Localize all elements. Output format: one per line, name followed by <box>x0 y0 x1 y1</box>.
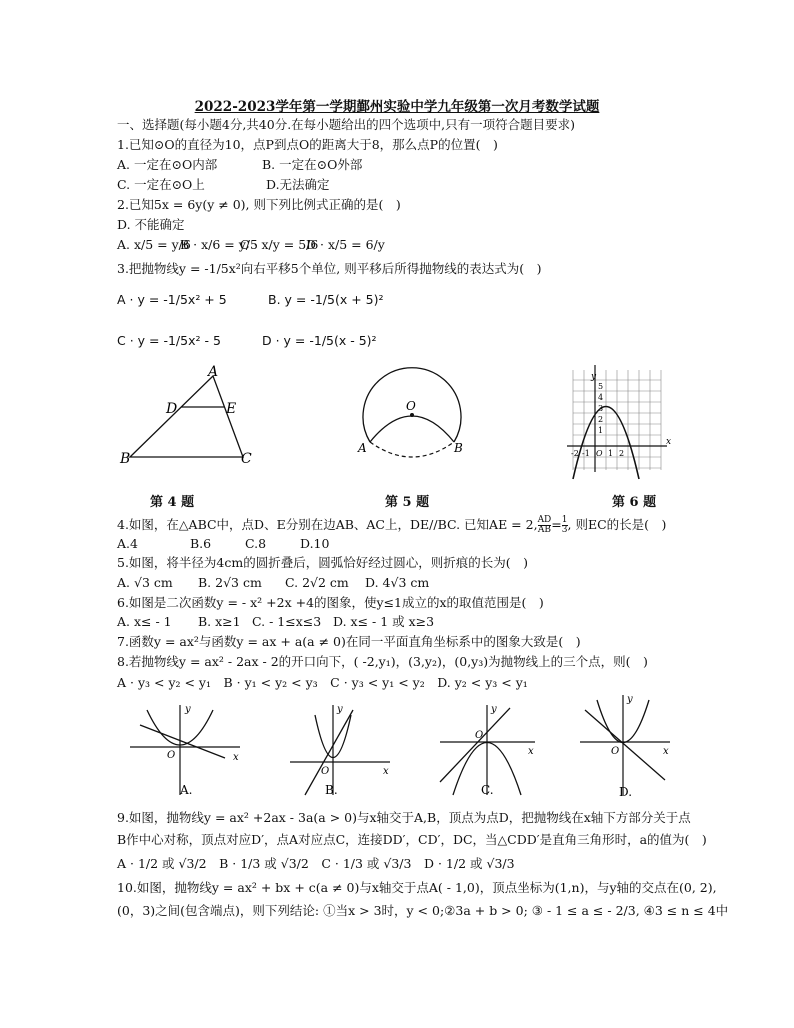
svg-text:x: x <box>663 746 669 757</box>
q1-stem: 1.已知⊙O的直径为10，点P到点O的距离大于8，那么点P的位置( ) <box>117 137 498 152</box>
q8-options: A · y₃ < y₂ < y₁ B · y₁ < y₂ < y₃ C · y₃ < y₁ < y₂ D. y₂ < y₃ < y₁ <box>117 675 528 690</box>
line <box>440 708 510 782</box>
q5-option-b: B. 2√3 cm <box>198 575 262 590</box>
q4-option-c: C.8 <box>245 536 267 551</box>
fraction-1-3: $\frac{1}{3}$ <box>561 515 568 535</box>
q7-graph-a <box>125 700 245 800</box>
page-title: 2022-2023学年第一学期鄞州实验中学九年级第一次月考数学试题 <box>194 99 600 115</box>
label-c: C. <box>481 783 494 797</box>
q6-option-b: B. x≥1 <box>198 614 241 629</box>
tick-4: 4 <box>598 393 604 402</box>
q4-option-d: D.10 <box>300 536 330 551</box>
q6-stem: 6.如图是二次函数y = - x² +2x +4的图象，使y≤1成立的x的取值范围是( ) <box>117 595 544 610</box>
q7-stem: 7.函数y = ax²与函数y = ax + a(a ≠ 0)在同一平面直角坐标系中的图象大致是( ) <box>117 634 581 649</box>
label-b: B <box>120 451 131 467</box>
label-o: O <box>406 399 416 413</box>
tick-3: 3 <box>598 404 604 413</box>
q6-option-d: D. x≤ - 1 或 x≥3 <box>333 614 435 629</box>
q6-option-c: C. - 1≤x≤3 <box>252 614 322 629</box>
tick-1: 1 <box>598 426 604 435</box>
q2-option-b: B · x/6 = y/5 <box>180 237 258 252</box>
q2-option-d: D · x/5 = 6/y <box>306 237 385 252</box>
svg-text:x: x <box>383 766 389 777</box>
q6-option-a: A. x≤ - 1 <box>117 614 172 629</box>
tick-5: 5 <box>598 382 604 391</box>
q3-stem: 3.把抛物线y = -1/5x²向右平移5个单位, 则平移后所得抛物线的表达式为( ) <box>117 261 542 276</box>
q1-option-a: A. 一定在⊙O内部 <box>117 157 218 172</box>
q3-option-b: B. y = -1/5(x + 5)² <box>268 292 384 307</box>
tick-x1: 1 <box>608 449 614 458</box>
dashed-arc <box>370 442 454 457</box>
svg-text:y: y <box>337 704 343 715</box>
label-e: E <box>226 401 237 417</box>
q8-stem: 8.若抛物线y = ax² - 2ax - 2的开口向下，( -2,y₁)，(3,y₂)，(0,y₃)为抛物线上的三个点，则( ) <box>117 654 648 669</box>
svg-text:O: O <box>475 730 484 741</box>
q7-graph-d <box>575 690 675 800</box>
label-d: D. <box>619 785 633 799</box>
q5-option-d: D. 4√3 cm <box>365 575 430 590</box>
q9-line1: 9.如图，抛物线y = ax² +2ax - 3a(a > 0)与x轴交于A,B，顶点为点D，把抛物线在x轴下方部分关于点 <box>117 810 691 825</box>
q3-option-c: C · y = -1/5x² - 5 <box>117 333 221 348</box>
label-c: C <box>241 451 252 467</box>
caption-fig6: 第 6 题 <box>612 495 657 510</box>
svg-text:O: O <box>611 746 620 757</box>
label-d: D <box>166 401 178 417</box>
svg-text:y: y <box>627 694 633 705</box>
figure-5-circle <box>355 362 470 472</box>
svg-text:y: y <box>491 704 497 715</box>
caption-fig5: 第 5 题 <box>385 495 430 510</box>
line <box>585 710 665 780</box>
section-header: 一、选择题(每小题4分,共40分.在每小题给出的四个选项中,只有一项符合题目要求) <box>117 117 576 132</box>
q5-stem: 5.如图，将半径为4cm的圆折叠后，圆弧恰好经过圆心，则折痕的长为( ) <box>117 555 528 570</box>
figure-4-triangle <box>118 362 258 467</box>
q5-option-a: A. √3 cm <box>117 575 173 590</box>
q1-option-b: B. 一定在⊙O外部 <box>262 157 363 172</box>
q3-option-a: A · y = -1/5x² + 5 <box>117 292 227 307</box>
tick-2: 2 <box>598 415 604 424</box>
label-a: A <box>208 364 219 380</box>
q2-stem: 2.已知5x = 6y(y ≠ 0), 则下列比例式正确的是( ) <box>117 197 401 212</box>
label-a: A. <box>180 783 193 797</box>
figure-6-graph <box>563 362 673 480</box>
q10-line1: 10.如图，抛物线y = ax² + bx + c(a ≠ 0)与x轴交于点A( - 1,0)，顶点坐标为(1,n)，与y轴的交点在(0, 2), <box>117 880 717 895</box>
q5-option-c: C. 2√2 cm <box>285 575 349 590</box>
q4-option-a: A.4 <box>117 536 138 551</box>
label-a: A <box>358 441 367 455</box>
axis-x-label: x <box>666 437 672 447</box>
tick-x2: 2 <box>619 449 625 458</box>
tick-neg1: -1 <box>582 449 590 458</box>
svg-text:y: y <box>185 704 191 715</box>
q9-options: A · 1/2 或 √3/2 B · 1/3 或 √3/2 C · 1/3 或 √3/3 D · 1/2 或 √3/3 <box>117 856 515 871</box>
svg-text:O: O <box>167 750 176 761</box>
q4-stem: 4.如图，在△ABC中，点D、E分别在边AB、AC上，DE//BC. 已知AE = 2, $\frac{AD}{AB}$ = $\frac{1}{3}$ , 则EC的长是( ) <box>117 515 667 535</box>
q1-option-c: C. 一定在⊙O上 <box>117 177 205 192</box>
center-point <box>410 413 414 417</box>
q4-option-b: B.6 <box>190 536 212 551</box>
q2-extra: D. 不能确定 <box>117 217 185 232</box>
svg-text:x: x <box>528 746 534 757</box>
svg-text:O: O <box>321 766 330 777</box>
folded-arc <box>370 416 454 442</box>
label-b: B <box>454 441 463 455</box>
line <box>140 725 225 758</box>
q3-option-d: D · y = -1/5(x - 5)² <box>262 333 377 348</box>
q2-option-c: C · x/y = 5/6 <box>240 237 319 252</box>
origin-label: O <box>596 449 603 458</box>
caption-fig4: 第 4 题 <box>150 495 195 510</box>
q7-graph-c <box>435 700 540 800</box>
svg-text:x: x <box>233 752 239 763</box>
label-b: B. <box>325 783 338 797</box>
fraction-ad-ab: $\frac{AD}{AB}$ <box>537 515 552 535</box>
q9-line2: B作中心对称，顶点对应D′，点A对应点C，连接DD′，CD′，DC，当△CDD′是直角三角形时，a的值为( ) <box>117 832 707 847</box>
tick-neg2: -2 <box>571 449 579 458</box>
axis-y-label: y <box>591 372 597 382</box>
q1-option-d: D.无法确定 <box>266 177 330 192</box>
q10-line2: (0，3)之间(包含端点)，则下列结论: ①当x > 3时，y < 0;②3a + b > 0; ③ - 1 ≤ a ≤ - 2/3, ④3 ≤ n ≤ 4中 <box>117 903 729 918</box>
q2-option-a: A. x/5 = y/6 <box>117 237 191 252</box>
q7-graph-b <box>285 700 395 800</box>
